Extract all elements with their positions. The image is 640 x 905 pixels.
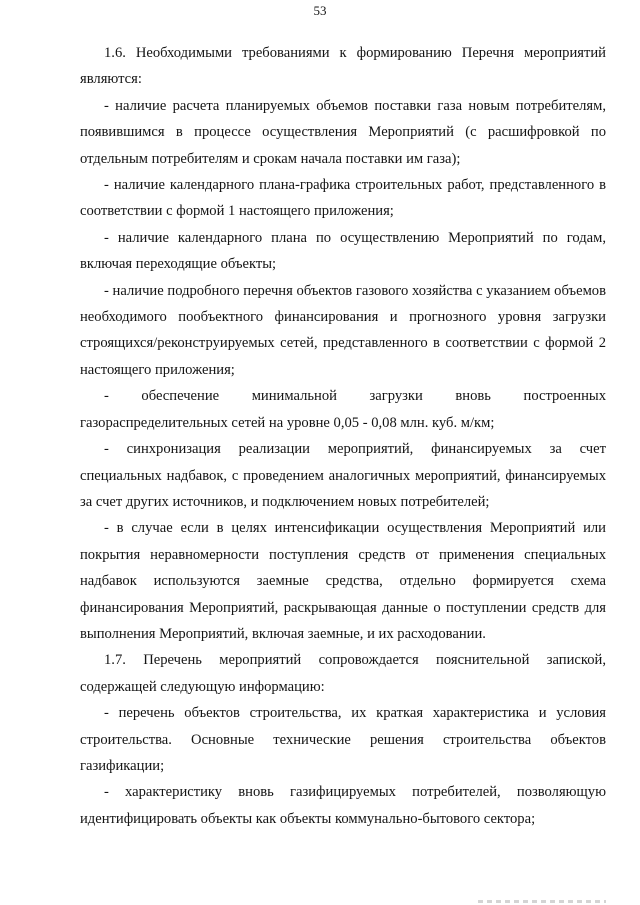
requirement-gas-volume-calculation: - наличие расчета планируемых объемов поставки газа новым потребителям, появившимся в процессе осуществления Мероприятий (с расшифровкой по отдельным потребителям и срокам начала поставки им газа); xyxy=(80,97,606,167)
requirement-facility-list: - наличие подробного перечня объектов газового хозяйства с указанием объемов необходимого пообъектного финансирования и прогнозного уровня загрузки строящихся/реконструируемых сетей, представленного в соответствии с формой 2 настоящего приложения; xyxy=(80,282,606,378)
clause-1-7-heading: 1.7. Перечень мероприятий сопровождается пояснительной запиской, содержащей следующую информацию: xyxy=(80,652,606,695)
page-number: 53 xyxy=(313,3,327,18)
requirement-annual-plan: - наличие календарного плана по осуществлению Мероприятий по годам, включая переходящие объекты; xyxy=(80,229,606,273)
note-consumer-characteristics: - характеристику вновь газифицируемых потребителей, позволяющую идентифицировать объекты как объекты коммунально-бытового сектора; xyxy=(80,784,606,827)
document-body xyxy=(80,40,606,832)
scan-edge-residue xyxy=(478,900,606,903)
requirement-borrowed-funds: - в случае если в целях интенсификации осуществления Мероприятий или покрытия неравномерности поступления средств от применения специальных надбавок используются заемные средства, отдельно формируется схема финансирования Мероприятий, раскрывающая данные о поступлении средств для выполнения Мероприятий, включая заемные, и их расходовании. xyxy=(80,520,606,642)
requirement-construction-schedule: - наличие календарного плана-графика строительных работ, представленного в соответствии с формой 1 настоящего приложения; xyxy=(80,177,606,220)
requirement-minimum-load: - обеспечение минимальной загрузки вновь построенных газораспределительных сетей на уровне 0,05 - 0,08 млн. куб. м/км; xyxy=(80,388,606,431)
requirement-synchronization: - синхронизация реализации мероприятий, финансируемых за счет специальных надбавок, с проведением аналогичных мероприятий, финансируемых за счет других источников, и подключением новых потребителей; xyxy=(80,441,606,510)
note-construction-objects: - перечень объектов строительства, их краткая характеристика и условия строительства. Основные технические решения строительства объектов газификации; xyxy=(80,705,606,774)
clause-1-6-heading: 1.6. Необходимыми требованиями к формированию Перечня мероприятий являются: xyxy=(80,45,606,88)
